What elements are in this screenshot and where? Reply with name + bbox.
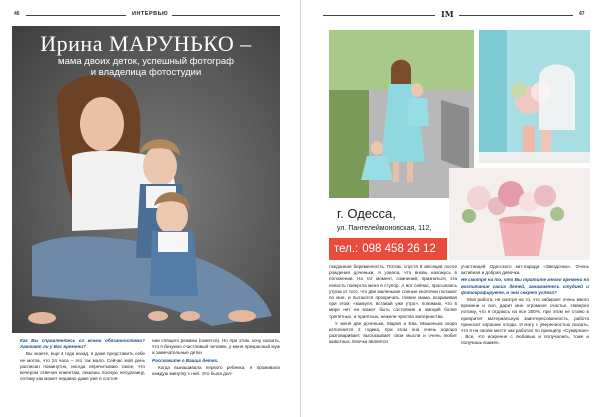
- header-rule: [26, 15, 126, 16]
- header-rule: [459, 15, 573, 16]
- hero-subtitle-line: и владелица фотостудии: [90, 67, 202, 78]
- phone-banner: [329, 238, 447, 260]
- article-paragraph: У меня две доченьки, Мария и Ева. Машенька скоро исполнится 2 годика, при этом она очень хорошо разговаривает, высказывает свои мысли и очень любит животных. Евочка является: [329, 320, 457, 345]
- hero-subtitle: [12, 56, 280, 78]
- right-page: [300, 0, 600, 417]
- interview-question: Не смотря на то, что Вы тратите много времени на воспитание своих детей, занимаетесь студией и фотографируете, в чем секрет успеха?: [461, 277, 589, 295]
- flowers-photo: [449, 168, 590, 260]
- hero-subtitle-line: мама двоих деток, успешный фотограф: [58, 56, 234, 67]
- header-rule: [323, 15, 435, 16]
- phone-label: тел.:: [334, 243, 359, 255]
- section-title: ИНТЕРВЬЮ: [132, 11, 169, 17]
- header-rule: [172, 15, 280, 16]
- hero-photo: [12, 26, 280, 333]
- city-label: г. Одесса,: [337, 206, 396, 221]
- article-paragraph: нии спящего режима (смеется). Но при этом, хочу сказать, что я безумно счастливый человек, у меня прекрасный муж и замечательные детки.: [152, 338, 280, 356]
- article-column-3: [329, 264, 457, 413]
- flowers-illustration: [449, 168, 590, 260]
- article-paragraph: Моя работа, не смотря на то, что забирает очень много времени и сил, дарит мне огромное счастье. Наверно потому, что я отдаюсь на все 200%, при этом не стаяю в приоритет материальную заинтересованность, работа приносит хорошие плоды. И могу с уверенностью сказать, что я на своем месте как работал по принципу «Сумерная» . Все, что искренне с любовью и получались, тоже и получишь взамен.: [461, 297, 589, 346]
- right-header: [301, 8, 600, 24]
- address-label: ул. Пантелеймоновская, 112,: [337, 225, 432, 232]
- page-number-right: 47: [579, 11, 585, 17]
- studio-decor-photo: [479, 30, 590, 163]
- article-column-4: [461, 264, 589, 413]
- phone-number: 098 458 26 12: [362, 243, 436, 255]
- left-header: [0, 8, 300, 24]
- article-paragraph: Когда вынашивала первого ребенка, я проживала каждую минутку с ней. Это была дол-: [152, 364, 280, 377]
- hero-title: Ирина МАРУНЬКО –: [40, 31, 252, 56]
- interview-question: Как Вы справляетесь со всеми обязанностями? Хватает ли у Вас времени?: [20, 338, 145, 350]
- article-column-2: [152, 338, 280, 413]
- article-paragraph: Вы знаете, еще 4 года назад, я даже представить себе не могла, что 24 часа – это так мало. Сейчас мой день расписан поминутно, иногда перечитываю такое, что вечером отвечая клиентам, пишешь полную несуразицу, потому как может недавно даже уже в состоя-: [20, 351, 145, 382]
- interview-question: Расскажите о Ваших детях.: [152, 357, 219, 363]
- page-number-left: 46: [14, 11, 20, 17]
- magazine-logo: IM: [441, 9, 454, 19]
- studio-decor-illustration: [479, 30, 590, 163]
- article-column-1: [20, 338, 145, 413]
- article-paragraph: гожданная беременность. Потом, спустя 8 месяцев после рождения доченьки, я узнала, что вновь нахожусь в положении. На тот момент, сомнений, признаться, эта новость повергла меня в ступор. А вот сейчас, просыпаясь утром от того, что две маленькие сонные кнопочки ползают по мне, и пытаются прокричать главне мама, вскрикивая при этом: «мамуля, вставай уже утро», понимаю, что в мире нет ни может быть состояния и эмоций более трепетных, и приятных, нежели чувство материнства.: [329, 264, 457, 319]
- article-paragraph: участницей Одесского кит-парада «Звездочка». Очень активная и добрая девочка.: [461, 264, 589, 276]
